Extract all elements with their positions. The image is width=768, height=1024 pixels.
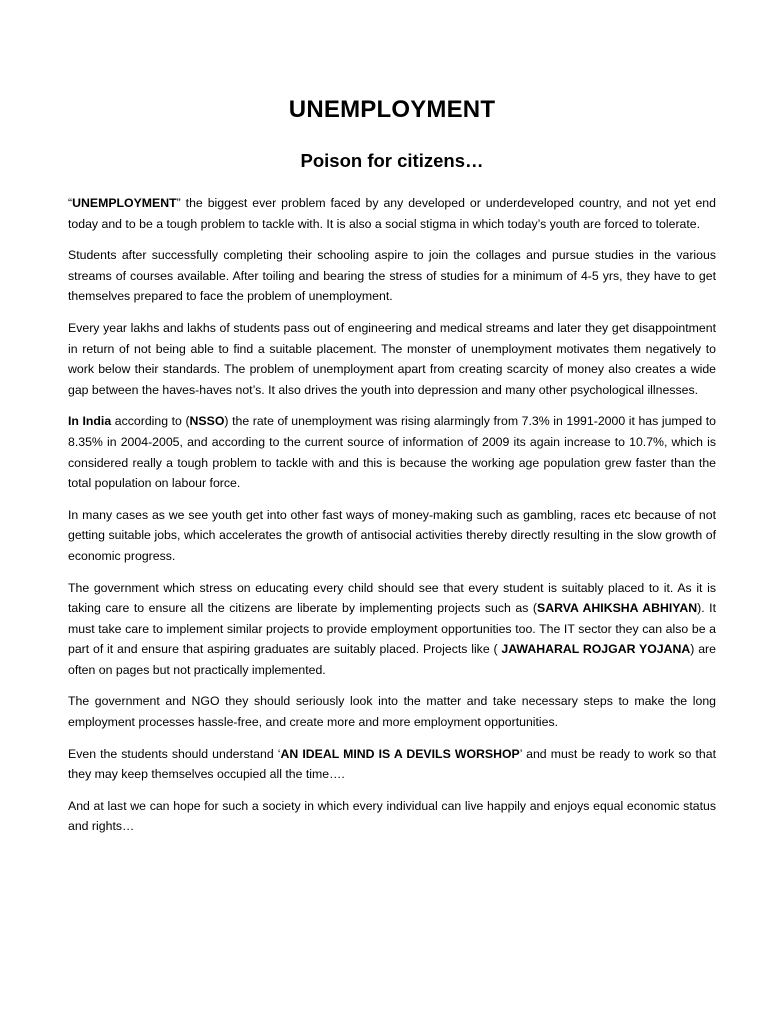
unemployment-term: UNEMPLOYMENT xyxy=(72,196,177,210)
paragraph-3: Every year lakhs and lakhs of students pass out of engineering and medical streams and later they get disappointment in return of not being able to find a suitable placement. The monster of unemployment motivates them negatively to work below their standards. The problem of unemployment apart from creating scarcity of money also creates a wide gap between the haves-haves not’s. It also drives the youth into depression and many other psychological illnesses. xyxy=(68,320,716,397)
ideal-mind-quote: AN IDEAL MIND IS A DEVILS WORSHOP xyxy=(280,746,520,761)
document-title: UNEMPLOYMENT xyxy=(288,96,496,123)
document-subtitle: Poison for citizens… xyxy=(300,150,484,171)
paragraph-1-text: ” the biggest ever problem faced by any developed or underdeveloped country, and not yet end today and to be a tough problem to tackle with. It is also a social stigma in which today’s youth are forced to tolerate. xyxy=(68,196,716,231)
paragraph-8-text-a: Even the students should understand ‘ xyxy=(68,746,281,761)
paragraph-5: In many cases as we see youth get into other fast ways of money-making such as gambling, races etc because of not getting suitable jobs, which accelerates the growth of antisocial activities thereby directly resulting in the slow growth of economic progress. xyxy=(68,507,716,563)
paragraph-8 xyxy=(68,744,716,785)
paragraph-2: Students after successfully completing their schooling aspire to join the collages and pursue studies in the various streams of courses available. After toiling and bearing the stress of studies for a minimum of 4-5 yrs, they have to get themselves prepared to face the problem of unemployment. xyxy=(68,248,716,304)
paragraph-8-text-b: ’ and must be ready to work so that they may keep themselves occupied all the time…. xyxy=(68,746,716,782)
paragraph-4-text-a: according to ( xyxy=(111,414,190,429)
open-quote: “ xyxy=(68,196,73,210)
india-term: In India xyxy=(68,414,112,429)
paragraph-6-text-a: The government which stress on educating every child should see that every student is suitably placed to it. As it is taking care to ensure all the citizens are liberate by implementing projects such as ( xyxy=(68,580,716,616)
sarva-term: SARVA AHIKSHA ABHIYAN xyxy=(537,601,698,616)
paragraph-1 xyxy=(68,193,716,234)
nsso-term: NSSO xyxy=(189,414,225,429)
paragraph-4 xyxy=(68,411,716,493)
jry-term: JAWAHARAL ROJGAR YOJANA xyxy=(501,642,691,657)
paragraph-7: The government and NGO they should seriously look into the matter and take necessary steps to make the long employment processes hassle-free, and create more and more employment opportunities. xyxy=(68,694,716,730)
paragraph-6-text-c: ) are often on pages but not practically implemented. xyxy=(68,642,716,677)
document-body xyxy=(68,193,716,848)
paragraph-9: And at last we can hope for such a society in which every individual can live happily and enjoys equal economic status and rights… xyxy=(68,798,716,834)
paragraph-6 xyxy=(68,578,716,681)
paragraph-6-text-b: ). It must take care to implement similar projects to provide employment opportunities too. The IT sector they can also be a part of it and ensure that aspiring graduates are suitably placed. Projects like ( xyxy=(68,601,716,657)
paragraph-4-text-b: ) the rate of unemployment was rising alarmingly from 7.3% in 1991-2000 it has jumped to 8.35% in 2004-2005, and according to the current source of information of 2009 its again increase to 10.7%, which is considered really a tough problem to tackle with and this is because the working age population grew faster than the total population on labour force. xyxy=(68,414,716,491)
